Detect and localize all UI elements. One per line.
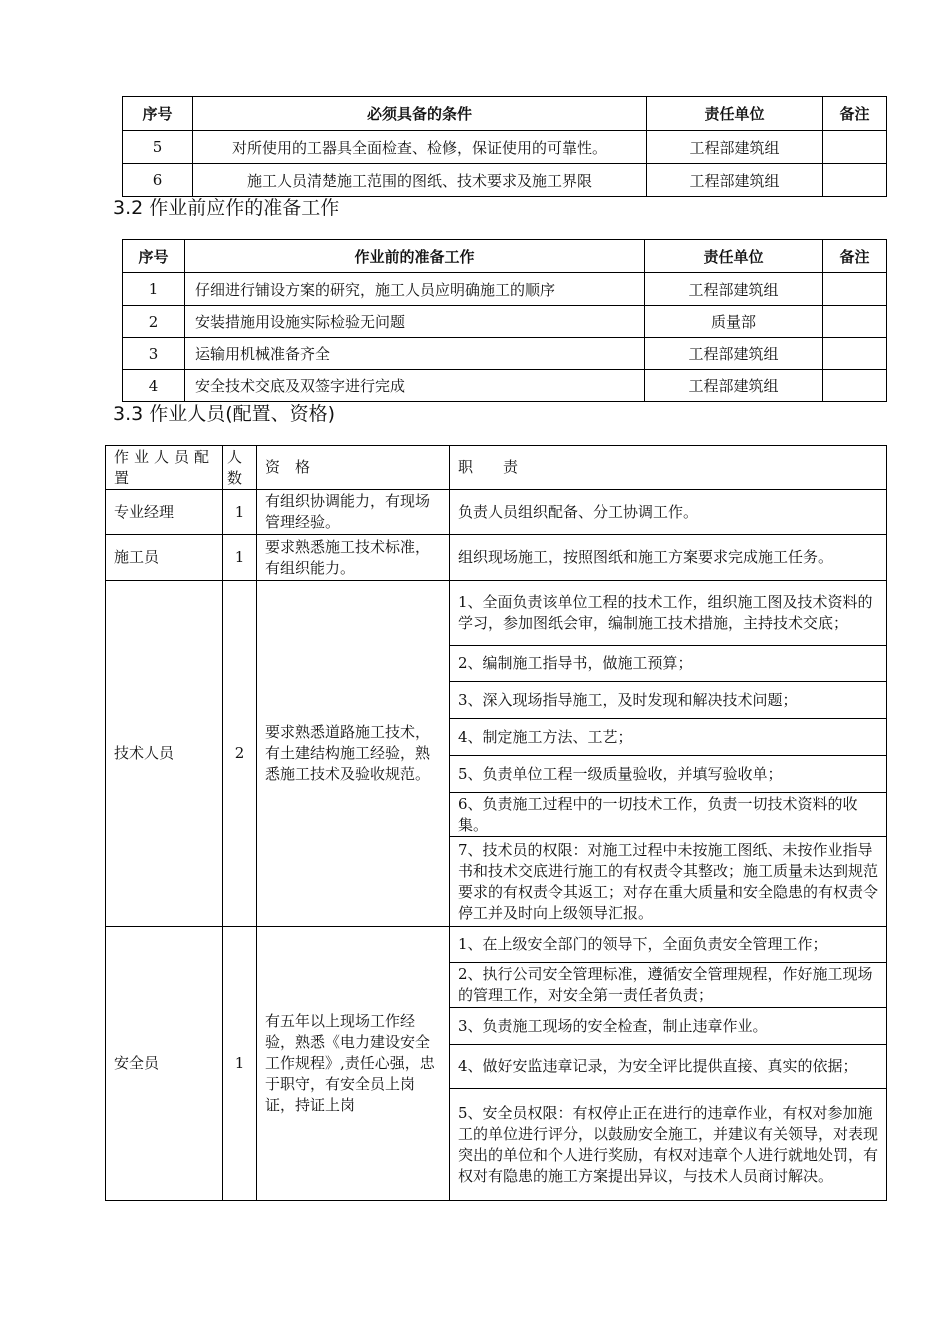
table-row <box>106 535 887 581</box>
count-tech: 2 <box>223 581 257 927</box>
duty-safety-2: 2、执行公司安全管理标准，遵循安全管理规程，作好施工现场的管理工作，对安全第一责任者负责； <box>450 963 887 1008</box>
row-note <box>823 273 887 306</box>
duty-safety-1: 1、在上级安全部门的领导下，全面负责安全管理工作； <box>450 927 887 963</box>
row-unit: 工程部建筑组 <box>645 370 823 402</box>
qual-builder: 要求熟悉施工技术标准，有组织能力。 <box>257 535 450 581</box>
row-unit: 质量部 <box>645 306 823 338</box>
qual-safety: 有五年以上现场工作经验，熟悉《电力建设安全工作规程》,责任心强，忠于职守，有安全员上岗证，持证上岗 <box>257 927 450 1201</box>
row-unit: 工程部建筑组 <box>645 273 823 306</box>
duty-tech-4: 4、制定施工方法、工艺； <box>450 719 887 756</box>
header-unit: 责任单位 <box>645 240 823 273</box>
table-row <box>123 306 887 338</box>
table-row <box>106 927 887 963</box>
role-builder: 施工员 <box>106 535 223 581</box>
row-no: 1 <box>123 273 185 306</box>
conditions-table <box>122 96 887 197</box>
count-safety: 1 <box>223 927 257 1201</box>
header-note: 备注 <box>823 240 887 273</box>
row-no: 4 <box>123 370 185 402</box>
row-item: 对所使用的工器具全面检查、检修，保证使用的可靠性。 <box>193 131 647 164</box>
row-item: 安装措施用设施实际检验无问题 <box>185 306 645 338</box>
table-row <box>123 370 887 402</box>
table-row <box>123 131 887 164</box>
duty-tech-2: 2、编制施工指导书，做施工预算； <box>450 646 887 682</box>
table-row <box>106 490 887 535</box>
row-note <box>823 131 887 164</box>
duty-tech-3: 3、深入现场指导施工，及时发现和解决技术问题； <box>450 682 887 719</box>
duty-safety-5: 5、安全员权限：有权停止正在进行的违章作业，有权对参加施工的单位进行评分，以鼓励安全施工，并建议有关领导，对表现突出的单位和个人进行奖励，有权对违章个人进行就地处罚，有权对有隐患的施工方案提出异议，与技术人员商讨解决。 <box>450 1089 887 1201</box>
duty-safety-4: 4、做好安监违章记录，为安全评比提供直接、真实的依据； <box>450 1045 887 1089</box>
role-manager: 专业经理 <box>106 490 223 535</box>
row-no: 3 <box>123 338 185 370</box>
role-tech: 技术人员 <box>106 581 223 927</box>
row-no: 5 <box>123 131 193 164</box>
header-work: 作业前的准备工作 <box>185 240 645 273</box>
section-heading-3-3: 3.3 作业人员(配置、资格) <box>113 403 336 425</box>
row-note <box>823 370 887 402</box>
header-condition: 必须具备的条件 <box>193 97 647 131</box>
header-qualification: 资 格 <box>257 446 450 490</box>
table-header-row <box>106 446 887 490</box>
qual-tech: 要求熟悉道路施工技术，有土建结构施工经验，熟悉施工技术及验收规范。 <box>257 581 450 927</box>
row-no: 2 <box>123 306 185 338</box>
table-row <box>123 273 887 306</box>
duty-safety-3: 3、负责施工现场的安全检查，制止违章作业。 <box>450 1008 887 1045</box>
header-note: 备注 <box>823 97 887 131</box>
row-no: 6 <box>123 164 193 197</box>
table-header-row <box>123 240 887 273</box>
duty-tech-5: 5、负责单位工程一级质量验收，并填写验收单； <box>450 756 887 793</box>
qual-manager: 有组织协调能力，有现场管理经验。 <box>257 490 450 535</box>
preparation-table <box>122 239 887 402</box>
row-unit: 工程部建筑组 <box>645 338 823 370</box>
count-manager: 1 <box>223 490 257 535</box>
duty-builder: 组织现场施工，按照图纸和施工方案要求完成施工任务。 <box>450 535 887 581</box>
role-safety: 安全员 <box>106 927 223 1201</box>
row-unit: 工程部建筑组 <box>647 131 823 164</box>
row-note <box>823 338 887 370</box>
header-unit: 责任单位 <box>647 97 823 131</box>
duty-manager: 负责人员组织配备、分工协调工作。 <box>450 490 887 535</box>
header-config: 作业人员配置 <box>106 446 223 490</box>
table-row <box>106 581 887 646</box>
table-header-row <box>123 97 887 131</box>
table-row <box>123 164 887 197</box>
row-item: 运输用机械准备齐全 <box>185 338 645 370</box>
table-row <box>123 338 887 370</box>
count-builder: 1 <box>223 535 257 581</box>
row-note <box>823 306 887 338</box>
row-note <box>823 164 887 197</box>
row-unit: 工程部建筑组 <box>647 164 823 197</box>
header-count: 人数 <box>223 446 257 490</box>
duty-tech-1: 1、全面负责该单位工程的技术工作，组织施工图及技术资料的学习，参加图纸会审，编制施工技术措施，主持技术交底； <box>450 581 887 646</box>
section-heading-3-2: 3.2 作业前应作的准备工作 <box>113 197 340 219</box>
header-no: 序号 <box>123 97 193 131</box>
duty-tech-7: 7、技术员的权限：对施工过程中未按施工图纸、未按作业指导书和技术交底进行施工的有权责令其整改；施工质量未达到规范要求的有权责令其返工；对存在重大质量和安全隐患的有权责令停工并及时向上级领导汇报。 <box>450 837 887 927</box>
duty-tech-6: 6、负责施工过程中的一切技术工作，负责一切技术资料的收集。 <box>450 793 887 837</box>
row-item: 仔细进行铺设方案的研究，施工人员应明确施工的顺序 <box>185 273 645 306</box>
personnel-table <box>105 445 887 1201</box>
header-duty: 职 责 <box>450 446 887 490</box>
row-item: 施工人员清楚施工范围的图纸、技术要求及施工界限 <box>193 164 647 197</box>
row-item: 安全技术交底及双签字进行完成 <box>185 370 645 402</box>
header-no: 序号 <box>123 240 185 273</box>
